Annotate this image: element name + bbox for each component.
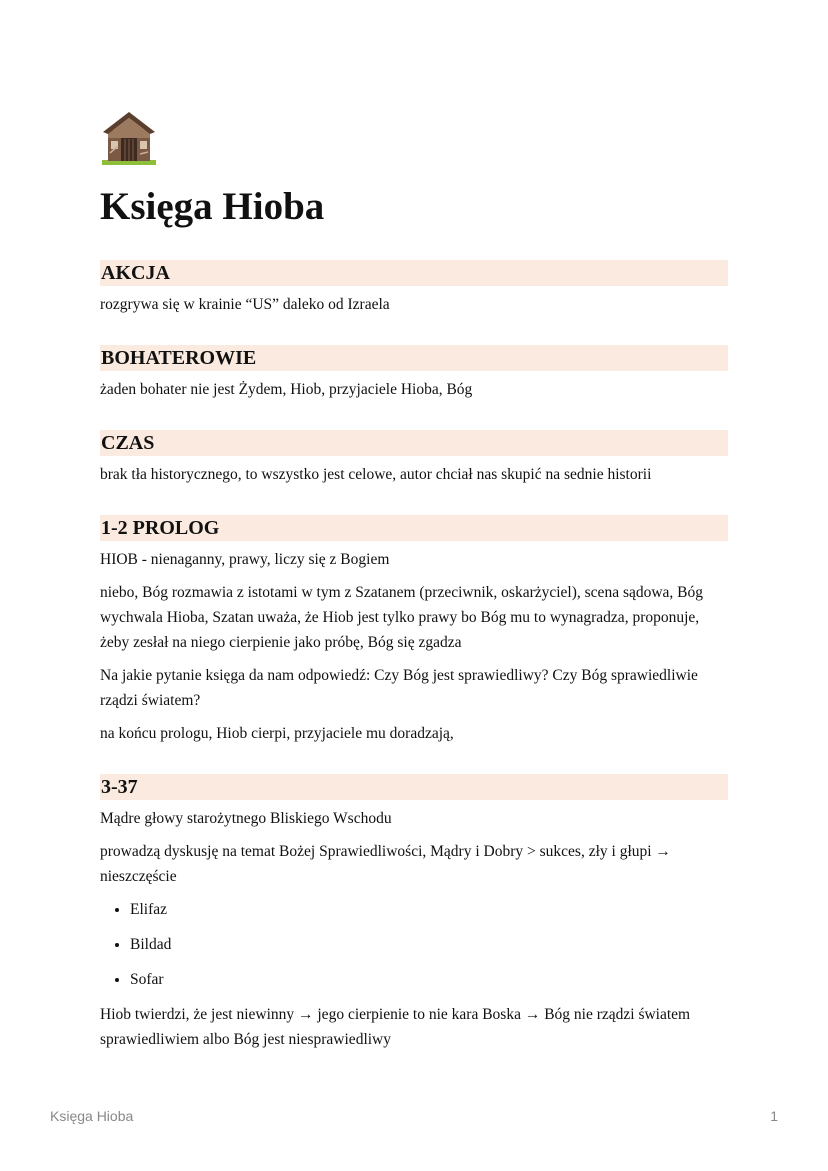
section-3-37 bbox=[100, 774, 728, 1052]
paragraph: na końcu prologu, Hiob cierpi, przyjaciele mu doradzają, bbox=[100, 725, 454, 742]
paragraph: prowadzą dyskusję na temat Bożej Sprawiedliwości, Mądry i Dobry > sukces, zły i głupi → nieszczęście bbox=[100, 843, 671, 885]
page-title: Księga Hioba bbox=[100, 185, 325, 228]
document-page bbox=[100, 108, 728, 1060]
section-heading: 1-2 PROLOG bbox=[100, 515, 728, 541]
paragraph: HIOB - nienaganny, prawy, liczy się z Bogiem bbox=[100, 551, 390, 568]
paragraph: rozgrywa się w krainie “US” daleko od Izraela bbox=[100, 296, 390, 313]
list-item: • Elifaz bbox=[130, 897, 728, 922]
list-item: • Sofar bbox=[130, 967, 728, 992]
section-czas bbox=[100, 430, 728, 487]
section-heading: CZAS bbox=[100, 430, 728, 456]
page-number: 1 bbox=[770, 1108, 778, 1124]
bullet-list bbox=[100, 897, 728, 992]
section-akcja bbox=[100, 260, 728, 317]
derelict-house-icon bbox=[100, 108, 158, 166]
footer-title: Księga Hioba bbox=[50, 1108, 134, 1124]
section-heading: BOHATEROWIE bbox=[100, 345, 728, 371]
section-heading: 3-37 bbox=[100, 774, 728, 800]
section-prolog bbox=[100, 515, 728, 746]
paragraph: Na jakie pytanie księga da nam odpowiedź: Czy Bóg jest sprawiedliwy? Czy Bóg sprawiedliwie rządzi światem? bbox=[100, 667, 698, 709]
paragraph: Hiob twierdzi, że jest niewinny → jego cierpienie to nie kara Boska → Bóg nie rządzi światem sprawiedliwiem albo Bóg jest niesprawiedliwy bbox=[100, 1006, 691, 1048]
section-heading: AKCJA bbox=[100, 260, 728, 286]
paragraph: żaden bohater nie jest Żydem, Hiob, przyjaciele Hioba, Bóg bbox=[100, 381, 473, 398]
paragraph: Mądre głowy starożytnego Bliskiego Wschodu bbox=[100, 810, 392, 827]
section-bohaterowie bbox=[100, 345, 728, 402]
paragraph: niebo, Bóg rozmawia z istotami w tym z Szatanem (przeciwnik, oskarżyciel), scena sądowa, Bóg wychwala Hioba, Szatan uważa, że Hiob jest tylko prawy bo Bóg mu to wynagradza, proponuje, żeby zesłał na niego cierpienie jako próbę, Bóg się zgadza bbox=[100, 584, 704, 651]
paragraph: brak tła historycznego, to wszystko jest celowe, autor chciał nas skupić na sednie historii bbox=[100, 466, 652, 483]
list-item: • Bildad bbox=[130, 932, 728, 957]
